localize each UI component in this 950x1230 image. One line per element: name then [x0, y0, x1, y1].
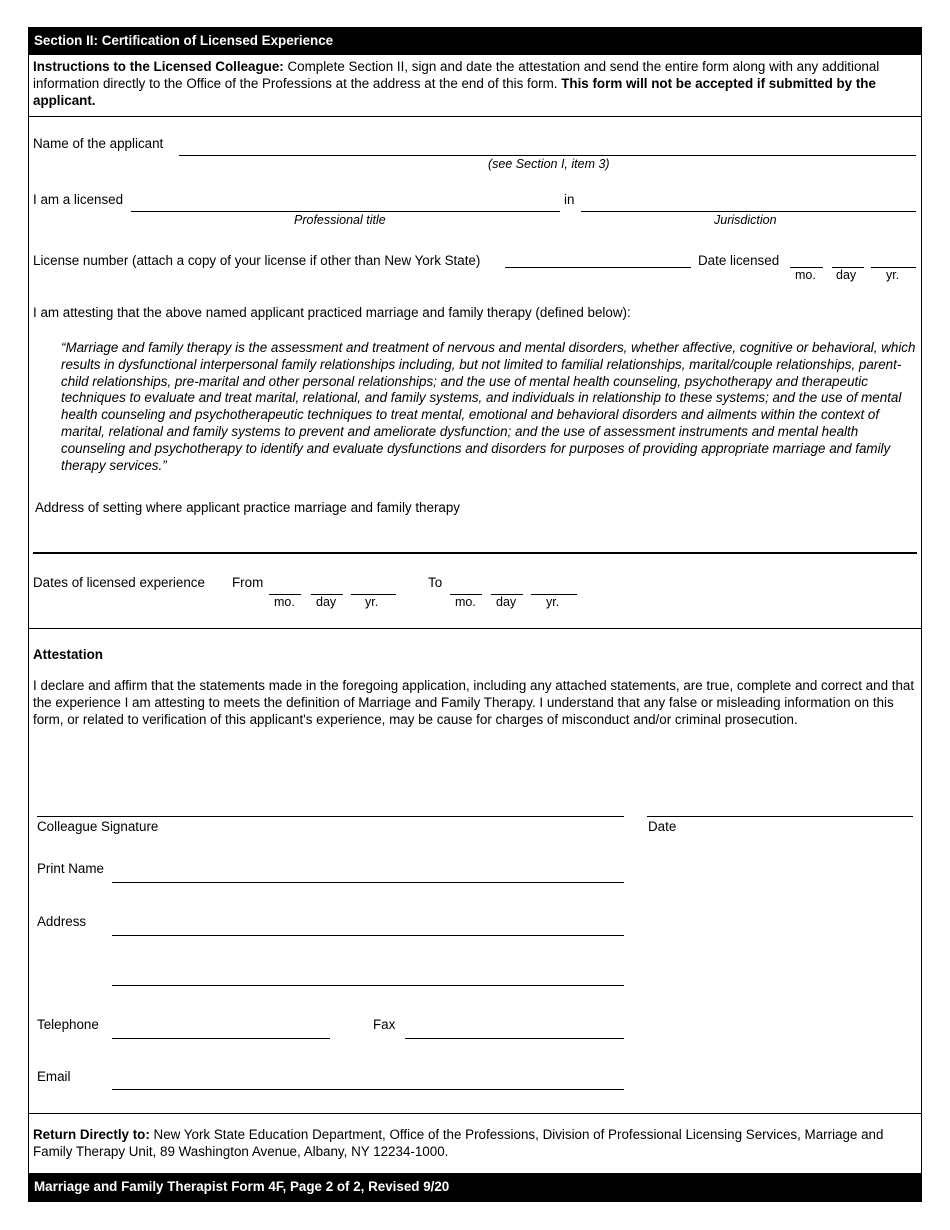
licensed-label: I am a licensed — [33, 192, 124, 207]
professional-title-caption: Professional title — [294, 213, 386, 227]
colleague-signature-field[interactable] — [37, 816, 624, 817]
telephone-field[interactable] — [112, 1038, 330, 1039]
print-name-field[interactable] — [112, 882, 624, 883]
instructions-warning: This form will not be accepted if submitted by the applicant. — [33, 75, 876, 108]
instructions-lead: Instructions to the Licensed Colleague: — [33, 59, 284, 74]
date-licensed-yr-caption: yr. — [886, 268, 900, 282]
return-address — [33, 1127, 919, 1161]
license-number-field[interactable] — [505, 267, 691, 268]
return-text: New York State Education Department, Office of the Professions, Division of Professional Licensing Services, Marriage and Family Therapy Unit, 89 Washington Avenue, Albany, NY 12234-1000. — [33, 1127, 884, 1159]
fax-field[interactable] — [405, 1038, 624, 1039]
mft-definition: “Marriage and family therapy is the assessment and treatment of nervous and mental disorders, whether affective, cognitive or behavioral, which results in dysfunctional interpersonal family relationships including, but not limited to familial relationships, marital/couple relationships, parent-child relationships, pre-marital and other personal relationships; and the use of mental health counseling, psychotherapy and therapeutic techniques to evaluate and treat marital, relational, and family systems, and individuals in relationship to these systems; and the use of mental health counseling and psychotherapeutic techniques to treat mental, emotional and behavioral disorders and ailments within the context of marital, relational and family systems to prevent and ameliorate dysfunction; and the use of assessment instruments and mental health counseling and psychotherapy to identify and evaluate dysfunctions and disorders for purposes of providing appropriate marriage and family therapy services.” — [61, 340, 916, 473]
applicant-name-hint: (see Section I, item 3) — [488, 157, 610, 171]
date-licensed-label: Date licensed — [698, 253, 780, 268]
attestation-heading: Attestation — [33, 647, 103, 662]
telephone-label: Telephone — [37, 1017, 99, 1032]
footer-bar — [28, 1173, 922, 1202]
date-licensed-day-caption: day — [836, 268, 857, 282]
address-label: Address — [37, 914, 87, 929]
print-name-label: Print Name — [37, 861, 104, 876]
license-number-label: License number (attach a copy of your license if other than New York State) — [33, 253, 481, 268]
instructions-text: Complete Section II, sign and date the attestation and send the entire form along with any additional information directly to the Office of the Professions at the address at the end of this form. — [33, 59, 880, 91]
attesting-statement: I am attesting that the above named applicant practiced marriage and family therapy (defined below): — [33, 305, 631, 320]
section-title: Section II: Certification of Licensed Experience — [34, 33, 334, 48]
section-header — [28, 27, 922, 55]
divider — [28, 116, 922, 117]
date-licensed-mo-caption: mo. — [795, 268, 816, 282]
signature-date-label: Date — [648, 819, 677, 834]
from-day-caption: day — [316, 595, 337, 609]
jurisdiction-field[interactable] — [581, 211, 916, 212]
email-field[interactable] — [112, 1089, 624, 1090]
divider — [28, 1113, 922, 1114]
practice-address-field[interactable] — [33, 552, 917, 554]
return-lead: Return Directly to: — [33, 1127, 150, 1142]
divider — [28, 628, 922, 629]
applicant-name-field[interactable] — [179, 155, 916, 156]
practice-address-label: Address of setting where applicant practice marriage and family therapy — [35, 500, 460, 515]
applicant-name-label: Name of the applicant — [33, 136, 164, 151]
colleague-signature-label: Colleague Signature — [37, 819, 159, 834]
dates-from-label: From — [232, 575, 264, 590]
dates-label: Dates of licensed experience — [33, 575, 205, 590]
to-day-caption: day — [496, 595, 517, 609]
to-yr-caption: yr. — [546, 595, 560, 609]
dates-to-label: To — [428, 575, 443, 590]
address-field-line-2[interactable] — [112, 985, 624, 986]
signature-date-field[interactable] — [647, 816, 913, 817]
form-frame — [28, 27, 922, 1202]
attestation-text: I declare and affirm that the statements made in the foregoing application, including any attached statements, are true, complete and correct and that the experience I am attesting to meets the definition of Marriage and Family Therapy. I understand that any false or misleading information on this form, or related to verification of this applicant's experience, may be cause for charges of misconduct and/or criminal prosecution. — [33, 678, 915, 727]
jurisdiction-caption: Jurisdiction — [714, 213, 777, 227]
in-label: in — [564, 192, 575, 207]
email-label: Email — [37, 1069, 71, 1084]
footer-text: Marriage and Family Therapist Form 4F, Page 2 of 2, Revised 9/20 — [34, 1179, 450, 1194]
address-field-line-1[interactable] — [112, 935, 624, 936]
professional-title-field[interactable] — [131, 211, 560, 212]
instructions — [33, 59, 919, 109]
to-mo-caption: mo. — [455, 595, 476, 609]
from-mo-caption: mo. — [274, 595, 295, 609]
fax-label: Fax — [373, 1017, 396, 1032]
from-yr-caption: yr. — [365, 595, 379, 609]
